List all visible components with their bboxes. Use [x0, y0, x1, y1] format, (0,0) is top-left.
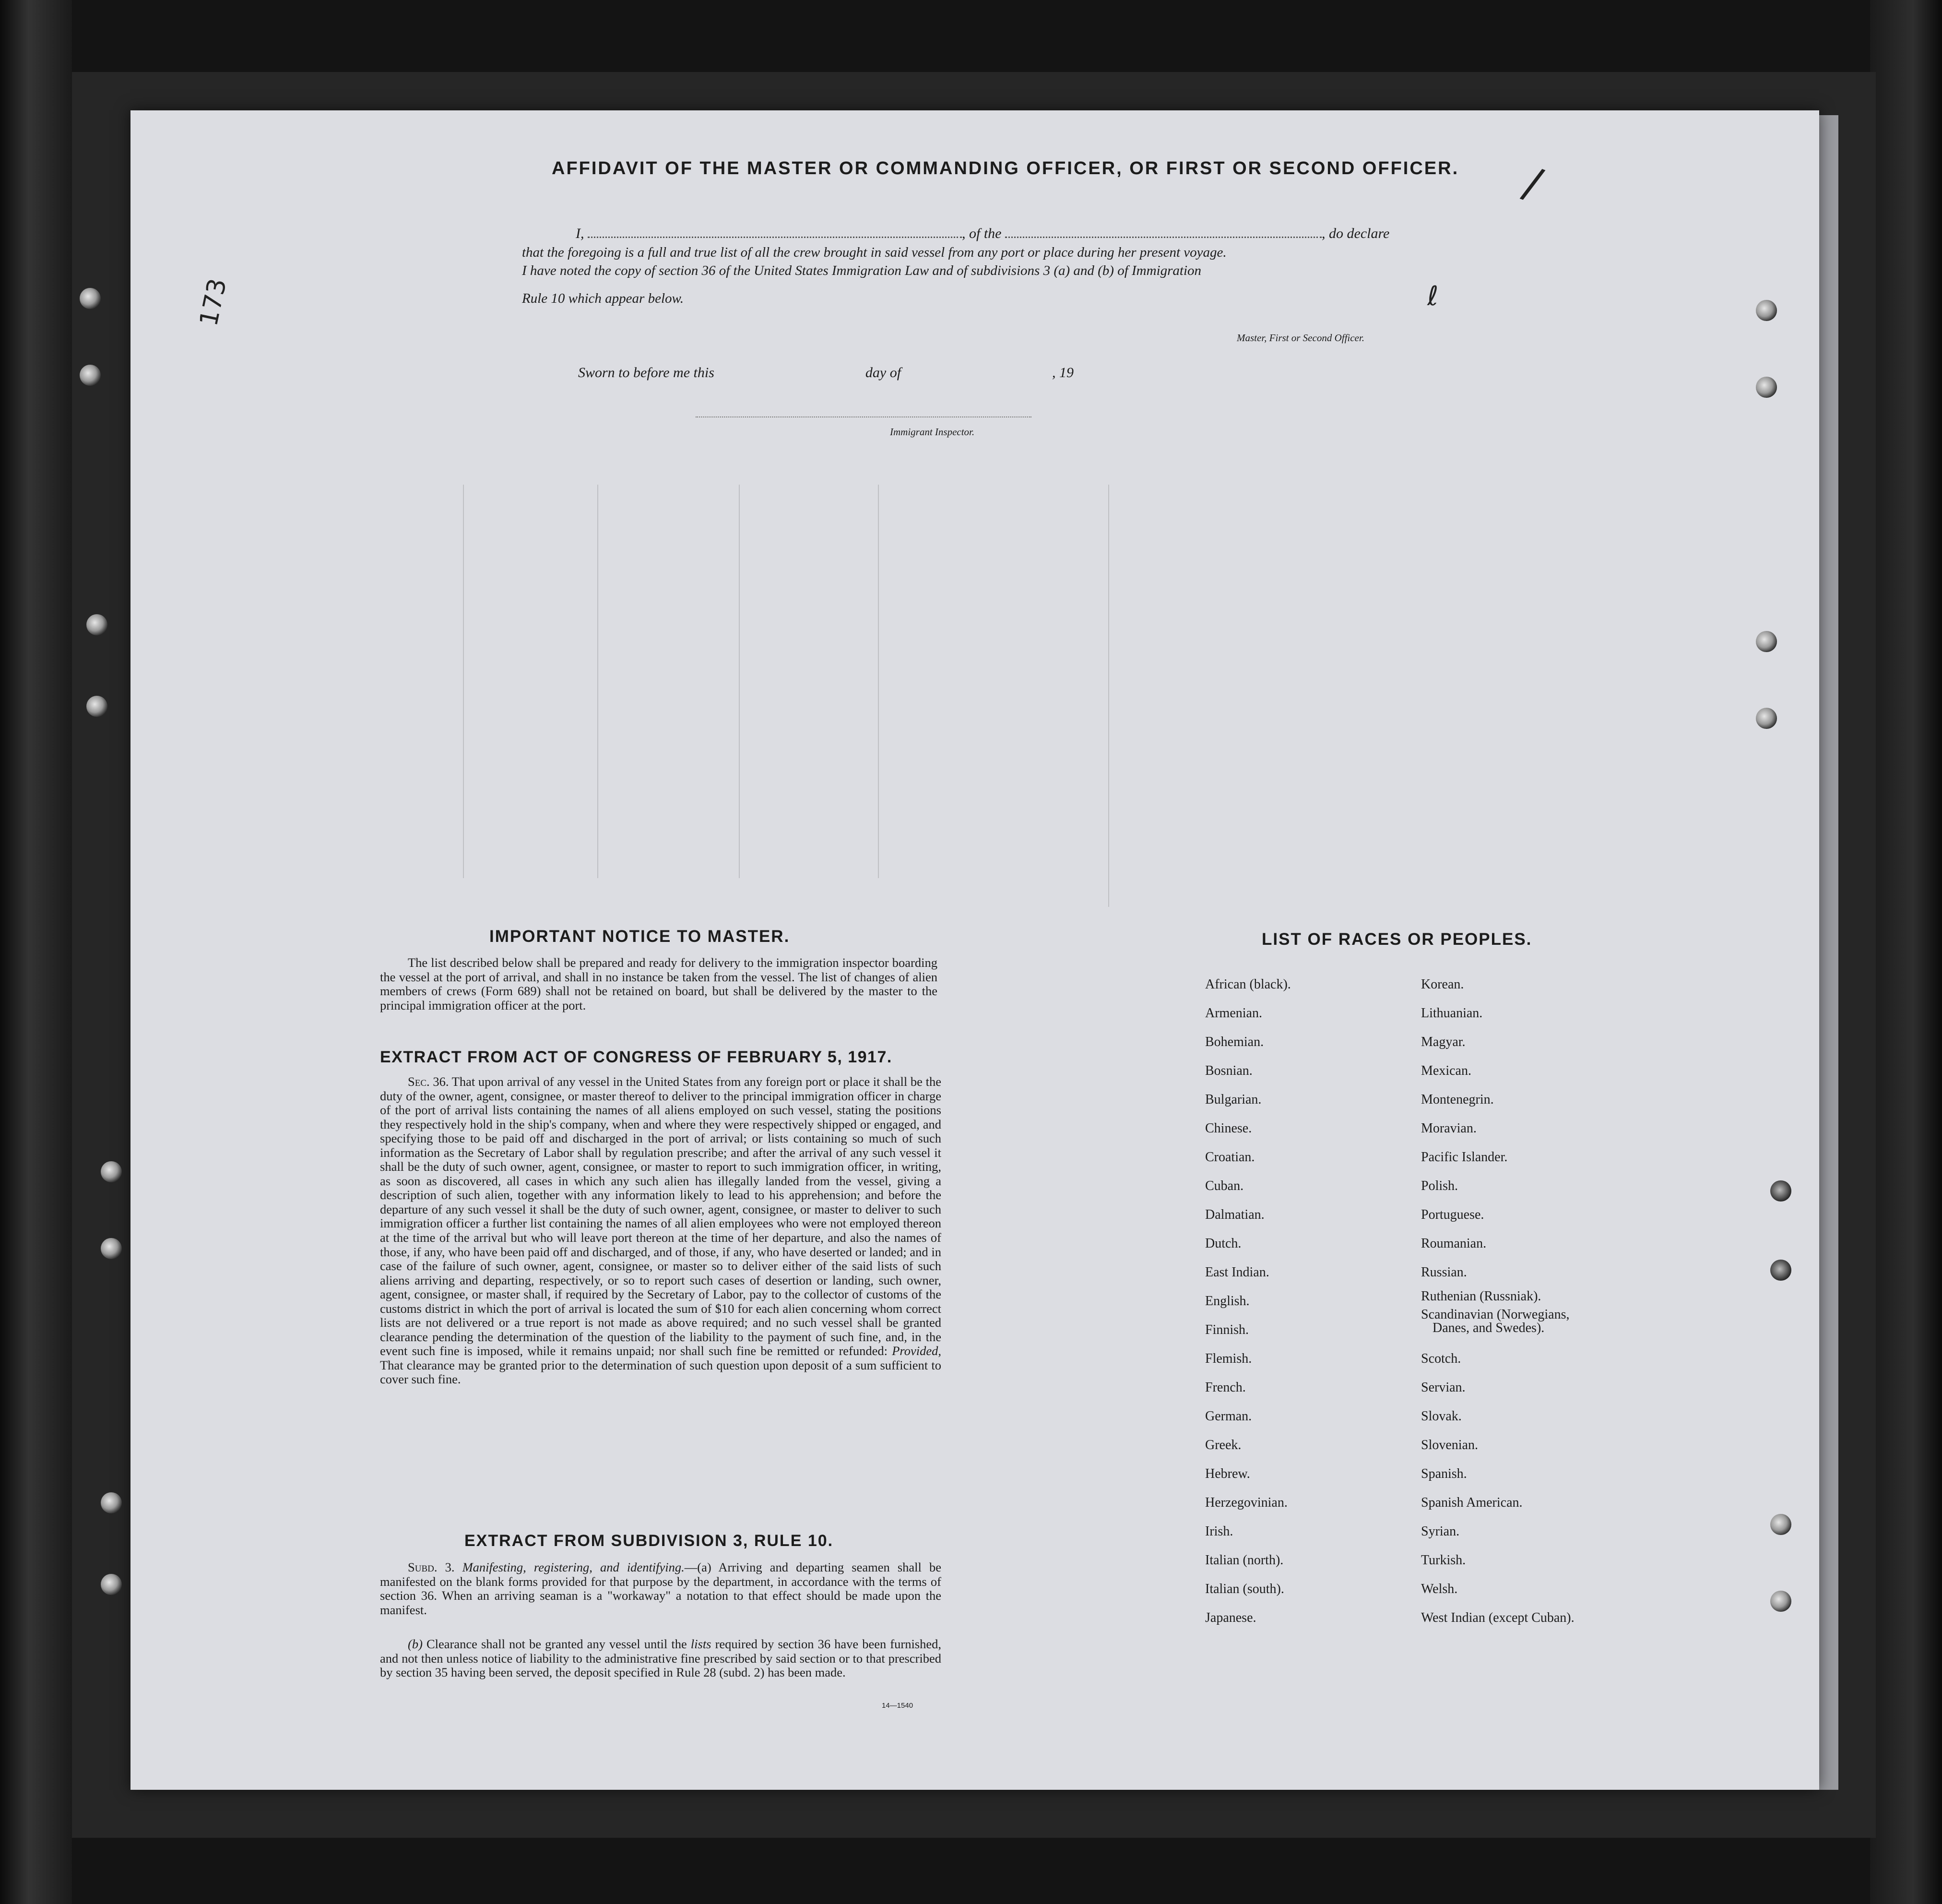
- subd-b-text-1: Clearance shall not be granted any vessel until the: [426, 1637, 687, 1651]
- film-edge-left: [0, 0, 72, 1904]
- affidavit-line-1: [576, 226, 1389, 242]
- race-item: English.: [1205, 1294, 1250, 1309]
- race-item: Herzegovinian.: [1205, 1495, 1288, 1510]
- inspector-label: Immigrant Inspector.: [890, 426, 975, 438]
- subd-b-lists: lists: [690, 1637, 711, 1651]
- vessel-blank: [1005, 237, 1322, 238]
- affidavit-line-4: Rule 10 which appear below.: [522, 291, 684, 306]
- year-label: , 19: [1052, 365, 1074, 381]
- race-item: Lithuanian.: [1421, 1006, 1483, 1021]
- subd-b-label: (b): [408, 1637, 423, 1651]
- film-edge-right: [1870, 0, 1942, 1904]
- scandinavian-line-2: Danes, and Swedes).: [1433, 1321, 1545, 1335]
- punch-hole-icon: [80, 365, 101, 386]
- race-item: Ruthenian (Russniak).: [1421, 1289, 1541, 1304]
- race-item: Italian (north).: [1205, 1553, 1284, 1568]
- provided-word: Provided,: [892, 1344, 941, 1358]
- form-number: 14—1540: [882, 1702, 913, 1710]
- affidavit-title: AFFIDAVIT OF THE MASTER OR COMMANDING OFFICER, OR FIRST OR SECOND OFFICER.: [552, 158, 1459, 178]
- page-edge: [1819, 115, 1838, 1790]
- race-item: Polish.: [1421, 1178, 1458, 1193]
- race-item: French.: [1205, 1380, 1246, 1395]
- handwritten-mark: ℓ: [1427, 281, 1439, 312]
- race-item: Welsh.: [1421, 1582, 1458, 1596]
- punch-hole-icon: [1770, 1260, 1791, 1281]
- races-left-column: [1205, 970, 1291, 1632]
- race-item: Slovak.: [1421, 1409, 1462, 1424]
- subd-b-text-2: required by section 36 have been furnished, and not then unless notice of liability to the administrative fine prescribed by said section or to that prescribed by section 35 having been served, the deposit specified in Rule 28 (subd. 2) has been made.: [380, 1637, 942, 1679]
- race-item: Chinese.: [1205, 1121, 1252, 1136]
- faint-rule: [463, 485, 464, 878]
- notice-text: The list described below shall be prepared and ready for delivery to the immigration inspector boarding the vessel at the port of arrival, and shall in no instance be taken from the vessel. The list of changes of alien members of crews (Form 689) shall not be retained on board, but shall be delivered by the master to the principal immigration officer at the port.: [380, 955, 937, 1012]
- subd-title: Manifesting, registering, and identifying.: [462, 1560, 685, 1574]
- rule-heading: EXTRACT FROM SUBDIVISION 3, RULE 10.: [464, 1532, 834, 1550]
- punch-hole-icon: [1756, 300, 1777, 321]
- punch-hole-icon: [1770, 1591, 1791, 1612]
- race-item: Spanish American.: [1421, 1495, 1523, 1510]
- race-item: Scotch.: [1421, 1351, 1461, 1366]
- affidavit-i: I,: [576, 226, 584, 241]
- affidavit-declare: , do declare: [1322, 226, 1390, 241]
- race-item: Roumanian.: [1421, 1236, 1487, 1251]
- race-item: Turkish.: [1421, 1553, 1466, 1568]
- race-item: Irish.: [1205, 1524, 1233, 1539]
- punch-hole-icon: [1756, 708, 1777, 729]
- race-item: Magyar.: [1421, 1035, 1466, 1049]
- race-item: Japanese.: [1205, 1610, 1256, 1625]
- affidavit-line-2: that the foregoing is a full and true list of all the crew brought in said vessel from any port or place during her present voyage.: [522, 245, 1227, 260]
- race-item: Finnish.: [1205, 1322, 1249, 1337]
- race-item: African (black).: [1205, 977, 1291, 992]
- master-signature-label: Master, First or Second Officer.: [1237, 332, 1364, 344]
- race-item: Portuguese.: [1421, 1207, 1484, 1222]
- race-item: Bohemian.: [1205, 1035, 1264, 1049]
- race-item: Russian.: [1421, 1265, 1467, 1280]
- act-heading: EXTRACT FROM ACT OF CONGRESS OF FEBRUARY 5, 1917.: [380, 1048, 892, 1066]
- faint-rule: [878, 485, 879, 878]
- race-item: Bosnian.: [1205, 1063, 1253, 1078]
- margin-stamp-number: 173: [194, 276, 233, 329]
- punch-hole-icon: [101, 1574, 122, 1595]
- punch-hole-icon: [1756, 377, 1777, 398]
- punch-hole-icon: [101, 1492, 122, 1513]
- faint-rule: [739, 485, 740, 878]
- race-item: Greek.: [1205, 1438, 1242, 1452]
- race-item: Dutch.: [1205, 1236, 1242, 1251]
- affidavit-line-3: I have noted the copy of section 36 of the United States Immigration Law and of subdivisions 3 (a) and (b) of Immigration: [522, 263, 1202, 278]
- punch-hole-icon: [1770, 1180, 1791, 1202]
- day-of-label: day of: [865, 365, 901, 381]
- race-item: Cuban.: [1205, 1178, 1244, 1193]
- punch-hole-icon: [1756, 631, 1777, 652]
- punch-hole-icon: [80, 288, 101, 309]
- handwritten-mark: /: [1517, 157, 1549, 210]
- affidavit-of-the: , of the: [962, 226, 1002, 241]
- name-blank: [588, 237, 962, 238]
- race-item: Servian.: [1421, 1380, 1466, 1395]
- inspector-signature-line: [696, 416, 1031, 417]
- race-item: Moravian.: [1421, 1121, 1477, 1136]
- race-item: Dalmatian.: [1205, 1207, 1265, 1222]
- sworn-label: Sworn to before me this: [578, 365, 714, 381]
- race-item: Korean.: [1421, 977, 1464, 992]
- races-right-column: [1421, 970, 1575, 1632]
- faint-rule: [1108, 485, 1109, 907]
- subd-label: Subd. 3.: [408, 1560, 455, 1574]
- faint-rule: [597, 485, 598, 878]
- sworn-line: [578, 365, 1074, 381]
- punch-hole-icon: [86, 614, 107, 635]
- rule-subd-a: [380, 1560, 941, 1617]
- race-item: Bulgarian.: [1205, 1092, 1262, 1107]
- act-body: That upon arrival of any vessel in the United States from any foreign port or place it shall be the duty of the owner, agent, consignee, or master thereof to deliver to the principal immigration officer in charge of the port of arrival lists containing the names of all aliens employed on such vessel, stating the positions they respectively hold in the ship's company, when and where they were respectively shipped or engaged, and specifying those to be paid off and discharged in the port of arrival; or lists containing so much of such information as the Secretary of Labor shall by regulation prescribe; and after the arrival of any such vessel it shall be the duty of such owner, agent, consignee, or master to report to such immigration officer, in writing, as soon as discovered, all cases in which any such alien has illegally landed from the vessel, giving a description of such alien, together with any information likely to lead to his apprehension; and before the departure of any such vessel it shall be the duty of such owner, agent, consignee, or master to deliver to such immigration officer a further list containing the names of all alien employees who were not employed thereon at the time of the arrival but who will leave port thereon at the time of her departure, and also the names of those, if any, who have been paid off and discharged, and of those, if any, who have deserted or landed; and in case of the failure of such owner, agent, consignee, or master so to deliver either of the said lists of such aliens arriving and departing, respectively, or so to report such cases of desertion or landing, such owner, agent, consignee, or master shall, if required by the Secretary of Labor, pay to the collector of customs of the customs district in which the port of arrival is located the sum of $10 for each alien concerning whom correct lists are not delivered or a true report is not made as above required; and no such vessel shall be granted clearance pending the determination of the question of the liability to the payment of such fine, and, in the event such fine is imposed, while it remains unpaid; nor shall such fine be remitted or refunded:: [380, 1074, 941, 1358]
- race-item: Spanish.: [1421, 1466, 1467, 1481]
- race-item: Syrian.: [1421, 1524, 1460, 1539]
- race-item: East Indian.: [1205, 1265, 1269, 1280]
- notice-heading: IMPORTANT NOTICE TO MASTER.: [489, 927, 790, 946]
- races-heading: LIST OF RACES OR PEOPLES.: [1262, 930, 1532, 949]
- race-item: Slovenian.: [1421, 1438, 1478, 1452]
- act-body-end: That clearance may be granted prior to the determination of such question upon deposit of a sum sufficient to cover such fine.: [380, 1357, 941, 1387]
- punch-hole-icon: [86, 696, 107, 717]
- race-item: Flemish.: [1205, 1351, 1252, 1366]
- race-item: Armenian.: [1205, 1006, 1262, 1021]
- punch-hole-icon: [1770, 1514, 1791, 1535]
- race-item: Italian (south).: [1205, 1582, 1284, 1596]
- race-item: Pacific Islander.: [1421, 1150, 1508, 1165]
- race-item: West Indian (except Cuban).: [1421, 1610, 1575, 1625]
- race-item: German.: [1205, 1409, 1252, 1424]
- act-text: [380, 1075, 941, 1387]
- race-item: Montenegrin.: [1421, 1092, 1494, 1107]
- subd-a-text: —(a) Arriving and departing seamen shall be manifested on the blank forms provided for that purpose by the department, in accordance with the terms of section 36. When an arriving seaman is a "workaway" a notation to that effect should be made upon the manifest.: [380, 1560, 941, 1617]
- punch-hole-icon: [101, 1238, 122, 1259]
- scandinavian-line-1: Scandinavian (Norwegians,: [1421, 1307, 1570, 1322]
- sec-label: Sec. 36.: [408, 1074, 449, 1089]
- punch-hole-icon: [101, 1161, 122, 1182]
- race-item-scandinavian: [1421, 1306, 1575, 1345]
- race-item: Croatian.: [1205, 1150, 1255, 1165]
- race-item: Mexican.: [1421, 1063, 1471, 1078]
- race-item: Hebrew.: [1205, 1466, 1250, 1481]
- rule-subd-b: [380, 1637, 941, 1680]
